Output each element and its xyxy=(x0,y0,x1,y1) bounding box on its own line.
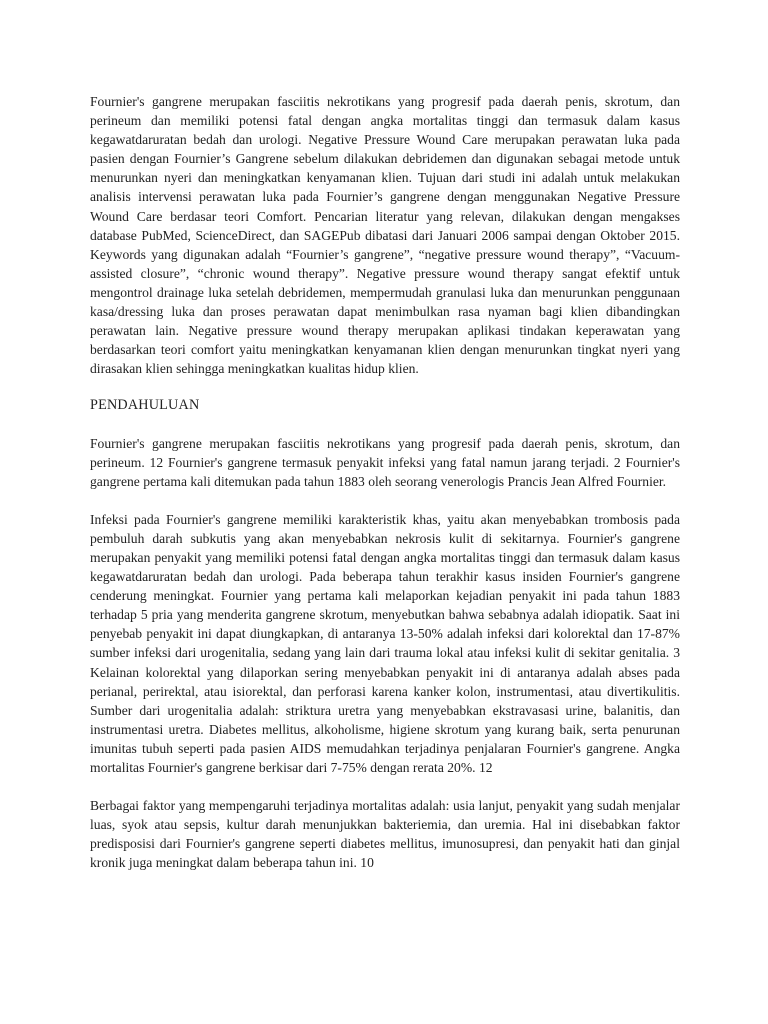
body-paragraph-1: Fournier's gangrene merupakan fasciitis nekrotikans yang progresif pada daerah penis, skrotum, dan perineum. 12 Fournier's gangrene termasuk penyakit infeksi yang fatal namun jarang terjadi. 2 Fournier's gangrene pertama kali ditemukan pada tahun 1883 oleh seorang venerologis Prancis Jean Alfred Fournier. xyxy=(90,435,680,489)
document-page xyxy=(90,92,680,891)
body-paragraph-3: Berbagai faktor yang mempengaruhi terjadinya mortalitas adalah: usia lanjut, penyakit yang sudah menjalar luas, syok atau sepsis, kultur darah menunjukkan bakteriemia, dan uremia. Hal ini disebabkan faktor predisposisi dari Fournier's gangrene seperti diabetes mellitus, imunosupresi, dan penyakit hati dan ginjal kronik juga meningkat dalam beberapa tahun ini. 10 xyxy=(90,798,680,871)
body-paragraph-2: Infeksi pada Fournier's gangrene memiliki karakteristik khas, yaitu akan menyebabkan trombosis pada pembuluh darah subkutis yang akan menyebabkan nekrosis kulit di sekitarnya. Fournier's gangrene merupakan penyakit yang memiliki potensi fatal dengan angka mortalitas tinggi dan termasuk dalam kasus kegawatdaruratan bedah dan urologi. Pada beberapa tahun terakhir kasus insiden Fournier's gangrene cenderung meningkat. Fournier yang pertama kali melaporkan kejadian penyakit ini pada tahun 1883 terhadap 5 pria yang menderita gangrene skrotum, menyebutkan bahwa sebabnya adalah idiopatik. Saat ini penyebab penyakit ini dapat diungkapkan, di antaranya 13-50% adalah infeksi dari kolorektal dan 17-87% sumber infeksi dari urogenitalia, sedang yang lain dari trauma lokal atau infeksi kulit di sekitar genitalia. 3 Kelainan kolorektal yang dilaporkan sering menyebabkan penyakit ini di antaranya adalah abses pada perianal, perirektal, atau isiorektal, dan perforasi karena kanker kolon, instrumentasi, atau divertikulitis. Sumber dari urogenitalia adalah: striktura uretra yang menyebabkan ekstravasasi urine, balanitis, dan instrumentasi uretra. Diabetes mellitus, alkoholisme, higiene skrotum yang kurang baik, serta penurunan imunitas tubuh seperti pada pasien AIDS memudahkan terjadinya penjalaran Fournier's gangrene. Angka mortalitas Fournier's gangrene berkisar dari 7-75% dengan rerata 20%. 12 xyxy=(90,511,680,775)
section-heading: PENDAHULUAN xyxy=(90,397,200,414)
abstract-paragraph: Fournier's gangrene merupakan fasciitis nekrotikans yang progresif pada daerah penis, skrotum, dan perineum dan memiliki potensi fatal dengan angka mortalitas tinggi dan termasuk dalam kasus kegawatdaruratan bedah dan urologi. Negative Pressure Wound Care merupakan perawatan luka pada pasien dengan Fournier’s Gangrene sebelum dilakukan debridemen dan digunakan sebagai metode untuk menurunkan nyeri dan meningkatkan kenyamanan klien. Tujuan dari studi ini adalah untuk melakukan analisis intervensi perawatan luka pada Fournier’s gangrene dengan menggunakan Negative Pressure Wound Care berdasar teori Comfort. Pencarian literatur yang relevan, dilakukan dengan mengakses database PubMed, ScienceDirect, dan SAGEPub dibatasi dari Januari 2006 sampai dengan Oktober 2015. Keywords yang digunakan adalah “Fournier’s gangrene”, “negative pressure wound therapy”, “Vacuum-assisted closure”, “chronic wound therapy”. Negative pressure wound therapy sangat efektif untuk mengontrol drainage luka setelah debridemen, mempermudah granulasi luka dan menurunkan penggunaan kasa/dressing luka dan proses perawatan dapat menimbulkan rasa nyaman bagi klien dibandingkan perawatan lain. Negative pressure wound therapy merupakan aplikasi tindakan keperawatan yang berdasarkan teori comfort yaitu meningkatkan kenyamanan klien dengan menurunkan tingkat nyeri yang dirasakan klien sehingga meningkatkan kualitas hidup klien. xyxy=(90,94,680,377)
